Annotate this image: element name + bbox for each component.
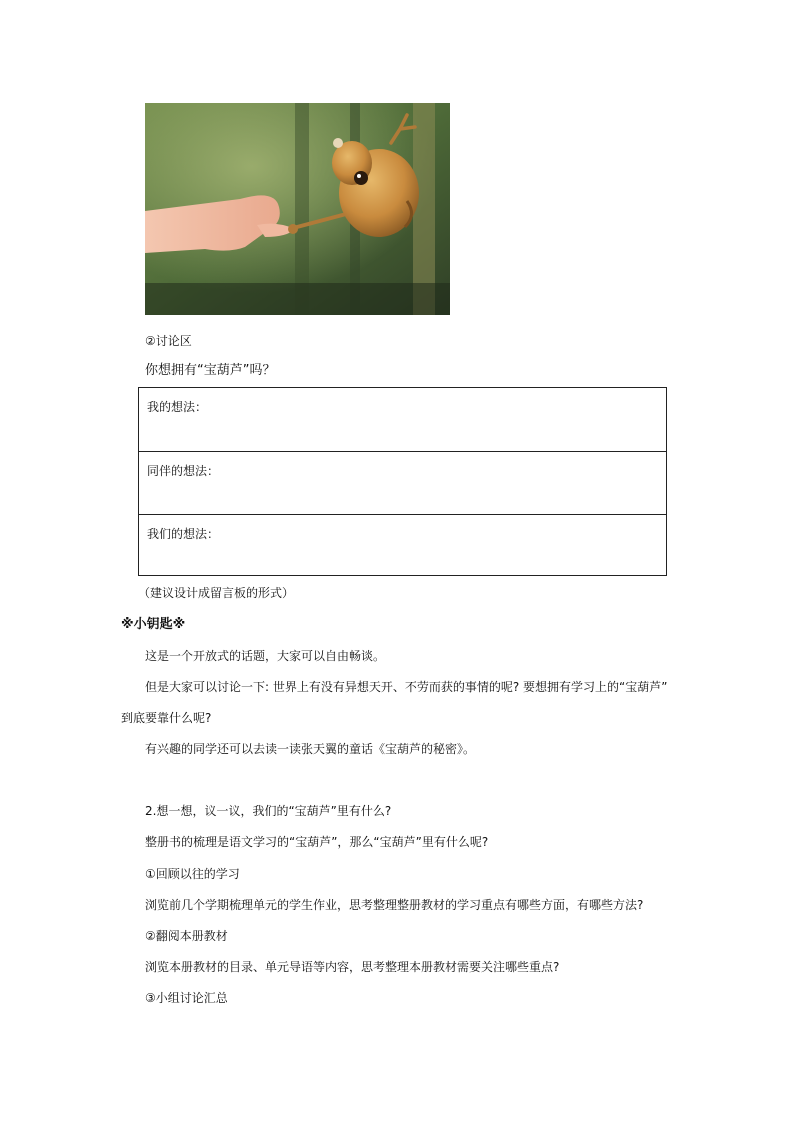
section2-heading: 2.想一想，议一议，我们的“宝葫芦”里有什么? (145, 804, 392, 818)
board-row-label: 同伴的想法： (147, 464, 220, 478)
key-title: ※小钥匙※ (121, 617, 186, 632)
board-row-ours (139, 514, 666, 577)
discussion-area-label: ②讨论区 (145, 334, 192, 348)
board-row-peer (139, 451, 666, 514)
discussion-question: 你想拥有“宝葫芦”吗？ (145, 363, 276, 378)
step-3-label: ③小组讨论汇总 (145, 991, 228, 1005)
board-row-label: 我的想法： (147, 400, 208, 414)
step-1-label: ①回顾以往的学习 (145, 867, 240, 881)
key-paragraph-2-line-1: 但是大家可以讨论一下: 世界上有没有异想天开、不劳而获的事情的呢? 要想拥有学习上的“宝葫芦” (145, 680, 668, 694)
step-2-text: 浏览本册教材的目录、单元导语等内容，思考整理本册教材需要关注哪些重点? (145, 960, 560, 974)
board-row-label: 我们的想法： (147, 527, 220, 541)
board-note: （建议设计成留言板的形式） (138, 586, 295, 600)
key-paragraph-3: 有兴趣的同学还可以去读一读张天翼的童话《宝葫芦的秘密》。 (145, 742, 476, 756)
key-paragraph-1: 这是一个开放式的话题，大家可以自由畅谈。 (145, 649, 386, 663)
step-2-label: ②翻阅本册教材 (145, 929, 228, 943)
key-paragraph-2-line-2: 到底要靠什么呢? (121, 711, 212, 725)
step-1-text: 浏览前几个学期梳理单元的学生作业，思考整理整册教材的学习重点有哪些方面，有哪些方法? (145, 898, 644, 912)
section2-intro: 整册书的梳理是语文学习的“宝葫芦”，那么“宝葫芦”里有什么呢? (145, 835, 489, 849)
board-row-mine (139, 388, 666, 451)
gourd-creature-photo (145, 103, 450, 315)
message-board (138, 387, 667, 576)
